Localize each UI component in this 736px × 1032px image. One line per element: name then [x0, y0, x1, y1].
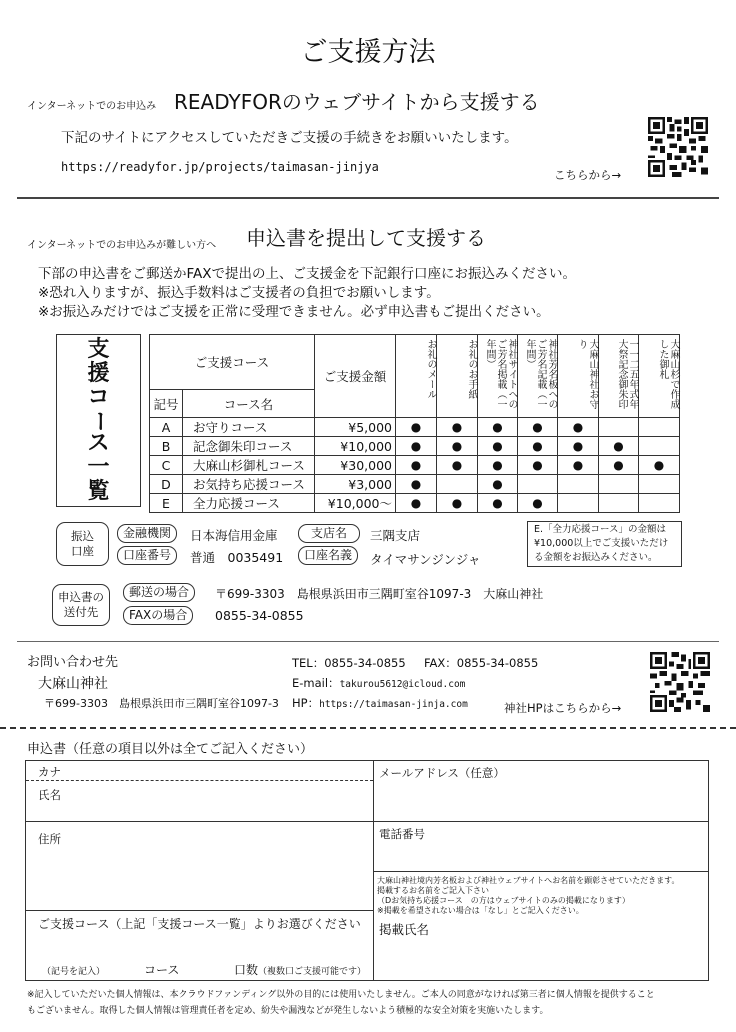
benefit-dot: ● [518, 418, 558, 437]
fax-label: FAXの場合 [123, 606, 193, 625]
course-code: D [150, 475, 183, 494]
account-name-label: 口座名義 [298, 546, 358, 565]
listing-name-field[interactable]: 掲載氏名 [379, 922, 430, 937]
course-name: お気持ち応援コース [183, 475, 315, 494]
course-list-label-char: 覧 [87, 478, 110, 504]
benefit-empty [558, 494, 599, 513]
account-name-value: タイマサンジンジャ [370, 552, 481, 567]
contact-address: 〒699-3303 島根県浜田市三隅町室谷1097-3 [44, 697, 279, 710]
qr-code-graphic [650, 652, 710, 712]
address-field[interactable]: 住所 [38, 832, 61, 846]
benefit-dot: ● [478, 418, 518, 437]
kana-separator [26, 780, 373, 781]
hp-label: HP： [292, 696, 320, 710]
privacy-notice: ※記入していただいた個人情報は、本クラウドファンディング以外の目的には使用いたしません。ご本人の同意がなければ第三者に個人情報を提供すること もございません。取得した個人情報は管理責任者を定め、紛失や漏洩などが発生しないよう積極的な安全対策を実施いたします。 [27, 990, 655, 1016]
header-name: コース名 [183, 390, 315, 418]
benefit-dot: ● [558, 456, 599, 475]
course-amount: ¥5,000 [315, 418, 396, 437]
benefit-dot: ● [437, 456, 478, 475]
kana-field[interactable]: カナ [38, 765, 61, 779]
email-label: E-mail： [292, 676, 340, 690]
readyfor-url[interactable]: https://readyfor.jp/projects/taimasan-jinjya [61, 160, 379, 174]
contact-email-row [292, 675, 465, 691]
benefit-dot: ● [396, 437, 437, 456]
benefit-dot: ● [518, 494, 558, 513]
benefit-dot: ● [478, 437, 518, 456]
benefit-dot: ● [518, 456, 558, 475]
course-row [150, 475, 680, 494]
course-list-label [56, 334, 141, 507]
course-name: 全力応援コース [183, 494, 315, 513]
course-row [150, 437, 680, 456]
branch-label: 支店名 [298, 524, 360, 543]
units-hint: （複数口ご支援可能です） [258, 967, 367, 977]
benefit-dot: ● [396, 494, 437, 513]
benefit-dot: ● [478, 456, 518, 475]
benefit-empty [639, 475, 680, 494]
benefit-empty [558, 475, 599, 494]
email-value[interactable]: takurou5612@icloud.com [339, 679, 466, 690]
hp-qr-caption: 神社HPはこちらから→ [504, 701, 622, 715]
benefit-dot: ● [478, 494, 518, 513]
benefit-dot: ● [558, 437, 599, 456]
course-list-label-char: コ [87, 384, 110, 410]
account-no-label: 口座番号 [117, 546, 177, 565]
name-field[interactable]: 氏名 [38, 788, 61, 802]
course-name: 大麻山杉御札コース [183, 456, 315, 475]
hp-value[interactable]: https://taimasan-jinja.com [319, 699, 468, 710]
benefit-dot: ● [639, 456, 680, 475]
online-description: 下記のサイトにアクセスしていただきご支援の手続きをお願いいたします。 [61, 130, 518, 146]
course-list-label-char: ー [86, 409, 112, 432]
course-name: お守りコース [183, 418, 315, 437]
header-benefit: 大麻山杉で作成した御札 [639, 335, 680, 418]
account-no-value: 普通 0035491 [190, 550, 284, 565]
course-list-label-char: ス [87, 430, 110, 456]
benefit-dot: ● [518, 437, 558, 456]
benefit-dot: ● [599, 456, 639, 475]
course-code: C [150, 456, 183, 475]
benefit-dot: ● [396, 475, 437, 494]
course-code: E [150, 494, 183, 513]
benefit-dot: ● [437, 418, 478, 437]
qr-code-icon[interactable] [650, 652, 710, 712]
course-e-note: E.「全力応援コース」の金額は¥10,000以上でご支援いただける金額をお振込みください。 [527, 521, 682, 567]
listing-note: 大麻山神社境内芳名板および神社ウェブサイトへお名前を顕彰させていただきます。 掲載するお名前をご記入下さい （Dお気持ち応援コース の方はウェブサイトのみの掲載になります） ※掲載を希望されない場合は「なし」とご記入ください。 [377, 876, 680, 915]
fax-number: 0855-34-0855 [215, 608, 304, 623]
benefit-empty [437, 475, 478, 494]
qr-code-icon[interactable] [648, 117, 708, 177]
benefit-dot: ● [437, 437, 478, 456]
benefit-dot: ● [478, 475, 518, 494]
qr-code-graphic [648, 117, 708, 177]
units-label: 口数 [234, 963, 259, 977]
header-benefit: 神社芳名板へのご芳名記載（一年間） [518, 335, 558, 418]
benefit-dot: ● [396, 456, 437, 475]
header-benefit: 神社サイトへのご芳名掲載（一年間） [478, 335, 518, 418]
offline-heading: 申込書を提出して支援する [246, 226, 486, 250]
application-form [25, 760, 709, 981]
course-list-label-char: 一 [87, 454, 110, 480]
online-tag: インターネットでのお申込み [27, 101, 157, 112]
form-heading: 申込書（任意の項目以外は全てご記入ください） [27, 742, 314, 757]
course-code: A [150, 418, 183, 437]
qr-caption: こちらから→ [554, 168, 622, 182]
contact-heading: お問い合わせ先 [27, 655, 119, 670]
phone-field[interactable]: 電話番号 [379, 827, 425, 841]
bank-label: 振込 口座 [56, 522, 109, 566]
benefit-empty [599, 494, 639, 513]
header-benefit: お礼のお手紙 [437, 335, 478, 418]
mail-address: 〒699-3303 島根県浜田市三隅町室谷1097-3 大麻山神社 [215, 587, 544, 601]
contact-hp-row [292, 695, 468, 711]
code-hint: （記号を記入） [42, 967, 106, 977]
benefit-empty [639, 437, 680, 456]
header-benefit: 一一二五年式年大祭記念御朱印 [599, 335, 639, 418]
course-list-label-char: 支 [87, 336, 110, 362]
course-amount: ¥10,000〜 [315, 494, 396, 513]
course-field[interactable]: コース [144, 963, 180, 977]
course-heading: ご支援コース（上記「支援コース一覧」よりお選びください [38, 917, 361, 931]
offline-line-2: ※恐れ入りますが、振込手数料はご支援者の負担でお願いします。 [38, 285, 440, 301]
mail-label: 郵送の場合 [123, 583, 195, 602]
header-code: 記号 [150, 390, 183, 418]
branch-value: 三隅支店 [370, 528, 421, 543]
offline-tag: インターネットでのお申込みが難しい方へ [27, 240, 217, 251]
contact-fax: FAX：0855-34-0855 [424, 656, 539, 670]
course-row [150, 418, 680, 437]
page-title: ご支援方法 [300, 37, 436, 68]
course-amount: ¥10,000 [315, 437, 396, 456]
benefit-empty [639, 418, 680, 437]
online-heading: READYFORのウェブサイトから支援する [174, 90, 540, 114]
header-course: ご支援コース [150, 335, 315, 390]
benefit-dot: ● [437, 494, 478, 513]
cut-line [0, 727, 736, 729]
header-benefit: 大麻山神社お守り [558, 335, 599, 418]
benefit-dot: ● [396, 418, 437, 437]
course-name: 記念御朱印コース [183, 437, 315, 456]
benefit-empty [639, 494, 680, 513]
course-amount: ¥3,000 [315, 475, 396, 494]
benefit-dot: ● [558, 418, 599, 437]
benefit-empty [599, 475, 639, 494]
benefit-empty [599, 418, 639, 437]
email-field[interactable]: メールアドレス（任意） [379, 766, 505, 780]
form-row-line [373, 871, 708, 872]
send-label: 申込書の 送付先 [52, 584, 110, 626]
course-list-label-char: 援 [87, 360, 110, 386]
course-code: B [150, 437, 183, 456]
contact-tel: TEL：0855-34-0855 [292, 656, 406, 670]
contact-divider [17, 641, 719, 642]
benefit-empty [518, 475, 558, 494]
offline-line-1: 下部の申込書をご郵送かFAXで提出の上、ご支援金を下記銀行口座にお振込みください。 [38, 266, 577, 282]
benefit-dot: ● [599, 437, 639, 456]
institution-label: 金融機関 [117, 524, 177, 543]
course-row [150, 456, 680, 475]
course-table [149, 334, 680, 513]
header-amount: ご支援金額 [315, 335, 396, 418]
course-amount: ¥30,000 [315, 456, 396, 475]
form-row-line [373, 821, 708, 822]
contact-name: 大麻山神社 [38, 676, 108, 692]
offline-line-3: ※お振込みだけではご支援を正常に受理できません。必ず申込書もご提出ください。 [38, 304, 550, 320]
header-benefit: お礼のメール [396, 335, 437, 418]
form-row-line [26, 910, 373, 911]
units-field[interactable] [234, 961, 366, 978]
form-row-line [26, 821, 373, 822]
course-row [150, 494, 680, 513]
section-divider [17, 197, 719, 199]
institution-value: 日本海信用金庫 [190, 528, 278, 543]
